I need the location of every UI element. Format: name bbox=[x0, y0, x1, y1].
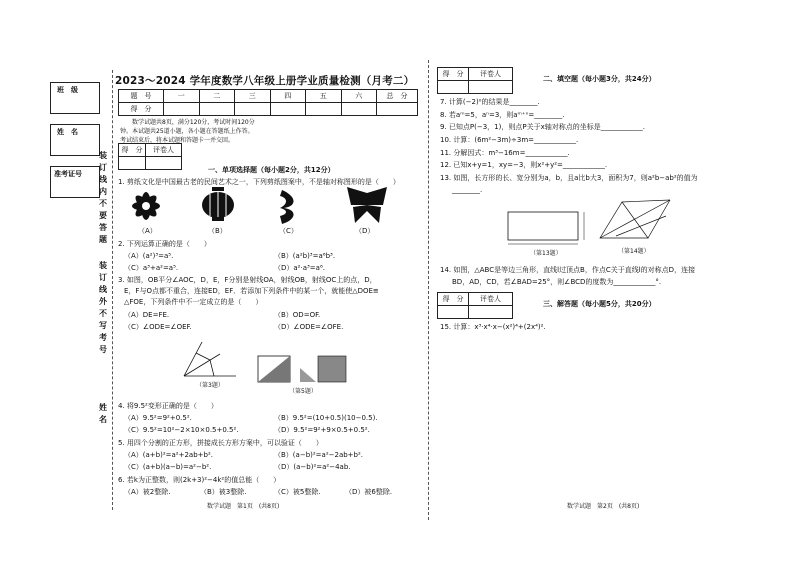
instructions-line-2: 钟。本试题共25道小题，各小题在答题纸上作答。 bbox=[120, 128, 254, 135]
grader-label: 评卷人 bbox=[146, 144, 182, 157]
question-10: 10. 计算：(6m²−3m)÷3m=____________. bbox=[440, 136, 579, 144]
q3-option-c[interactable]: （C）∠ODE=∠OEF. bbox=[124, 323, 192, 331]
q3-option-b[interactable]: （B）OD=OF. bbox=[274, 311, 321, 319]
q1-option-c[interactable]: （C） bbox=[279, 227, 298, 235]
score-table bbox=[118, 89, 418, 116]
score-cell: 题 号 bbox=[119, 90, 164, 103]
question-3-line-2: E，F与O点都不重合，连接ED，EF．若添加下列条件中的某一个，就能使△DOE≌ bbox=[124, 287, 379, 295]
score-cell: 得 分 bbox=[119, 103, 164, 116]
q6-option-c[interactable]: （C）被5整除. bbox=[274, 488, 321, 496]
page-divider bbox=[428, 60, 429, 520]
q5-option-b[interactable]: （B）(a−b)²=a²−2ab+b². bbox=[274, 451, 364, 459]
section-3-title: 三、解答题（每小题5分，共20分） bbox=[543, 300, 656, 308]
exam-number-label: 准考证号 bbox=[54, 170, 82, 178]
q1-option-d[interactable]: （D） bbox=[355, 227, 375, 235]
exam-number-field[interactable] bbox=[50, 166, 100, 198]
score-cell: 二 bbox=[199, 90, 235, 103]
score-input[interactable] bbox=[270, 103, 306, 116]
q4-option-d[interactable]: （D）9.5²=9²+9×0.5+0.5². bbox=[274, 426, 370, 434]
question-14-line-1: 14. 如图，△ABC是等边三角形，直线l过顶点B，作点C关于直线l的对称点D，连接 bbox=[440, 266, 696, 274]
paper-cut-fish-image bbox=[272, 186, 306, 226]
score-table-row bbox=[119, 103, 418, 116]
binding-name: 姓名 bbox=[99, 403, 107, 424]
question-3-line-1: 3. 如图，OB平分∠AOC，D，E，F分别是射线OA，射线OB，射线OC上的点，D， bbox=[118, 276, 377, 284]
grader-box-2 bbox=[437, 67, 513, 94]
q2-option-b[interactable]: （B）(a²b)³=a⁶b³. bbox=[274, 252, 336, 260]
score-cell: 四 bbox=[270, 90, 306, 103]
grader-box-1 bbox=[118, 143, 182, 170]
grader-label: 得 分 bbox=[119, 144, 146, 157]
score-input[interactable] bbox=[235, 103, 271, 116]
footer-page-1: 数学试题 第1页 (共8页) bbox=[207, 503, 280, 510]
question-1: 1. 剪纸文化是中国最古老的民间艺术之一，下列剪纸图案中，不是轴对称图形的是（ ） bbox=[118, 178, 400, 186]
question-2: 2. 下列运算正确的是（ ） bbox=[118, 240, 211, 248]
q4-option-b[interactable]: （B）9.5²=(10+0.5)(10−0.5). bbox=[274, 414, 378, 422]
grader-label: 得 分 bbox=[438, 68, 469, 81]
score-cell: 一 bbox=[164, 90, 200, 103]
question-13-line-2: ________. bbox=[452, 186, 483, 194]
name-field[interactable] bbox=[50, 124, 100, 156]
figure-14-triangle-diagram bbox=[596, 196, 676, 242]
q3-option-d[interactable]: （D）∠ODE=∠OFE. bbox=[274, 323, 344, 331]
question-12: 12. 已知x+y=1，xy=−3，则x²+y²=____________. bbox=[440, 161, 608, 169]
question-6: 6. 若k为正整数，则(2k+3)²−4k²的值总能（ ） bbox=[118, 476, 281, 484]
figure-14-caption: （第14题） bbox=[618, 248, 650, 255]
score-input[interactable] bbox=[377, 103, 418, 116]
figure-5-squares-diagram bbox=[256, 352, 352, 386]
score-input[interactable] bbox=[306, 103, 342, 116]
exam-title: 2023～2024 学年度数学八年级上册学业质量检测（月考二） bbox=[115, 75, 415, 87]
binding-line bbox=[112, 70, 113, 510]
question-14-line-2: BD，AD，CD，若∠BAD=25°，则∠BCD的度数为____________°. bbox=[452, 278, 662, 286]
q2-option-a[interactable]: （A）(a²)³=a⁵. bbox=[124, 252, 174, 260]
grader-input[interactable] bbox=[119, 157, 146, 170]
class-field[interactable] bbox=[50, 82, 100, 114]
q2-option-c[interactable]: （C）a³+a²=a⁵. bbox=[124, 264, 179, 272]
q5-option-a[interactable]: （A）(a+b)²=a²+2ab+b². bbox=[124, 451, 214, 459]
class-label: 班 级 bbox=[57, 86, 78, 94]
q6-option-d[interactable]: （D）被6整除. bbox=[345, 488, 393, 496]
paper-cut-lantern-image bbox=[198, 185, 238, 225]
figure-3-angle-diagram bbox=[180, 338, 240, 380]
footer-page-2: 数学试题 第2页 (共8页) bbox=[567, 503, 640, 510]
figure-13-caption: （第13题） bbox=[530, 250, 562, 257]
grader-input[interactable] bbox=[469, 306, 513, 319]
binding-margin bbox=[0, 0, 110, 561]
score-input[interactable] bbox=[164, 103, 200, 116]
q3-option-a[interactable]: （A）DE=FE. bbox=[124, 311, 170, 319]
score-input[interactable] bbox=[199, 103, 235, 116]
score-cell: 三 bbox=[235, 90, 271, 103]
q5-option-d[interactable]: （D）(a−b)²=a²−4ab. bbox=[274, 463, 351, 471]
score-cell: 五 bbox=[306, 90, 342, 103]
instructions-line-3: 考试结束后，将本试题和答题卡一并交回。 bbox=[120, 137, 235, 144]
score-input[interactable] bbox=[341, 103, 377, 116]
section-2-title: 二、填空题（每小题3分，共24分） bbox=[543, 75, 656, 83]
q6-option-a[interactable]: （A）被2整除. bbox=[124, 488, 171, 496]
q1-option-a[interactable]: （A） bbox=[138, 227, 157, 235]
q5-option-c[interactable]: （C）(a+b)(a−b)=a²−b². bbox=[124, 463, 212, 471]
grader-input[interactable] bbox=[438, 81, 469, 94]
score-cell: 总 分 bbox=[377, 90, 418, 103]
question-3-line-3: △FOE，下列条件中不一定成立的是（ ） bbox=[124, 298, 263, 306]
grader-label: 评卷人 bbox=[469, 293, 513, 306]
question-13-line-1: 13. 如图，长方形的长、宽分别为a，b，且a比b大3，面积为7，则a²b−ab²的值为 bbox=[440, 174, 698, 182]
q2-option-d[interactable]: （D）a²·a³=a⁶. bbox=[274, 264, 325, 272]
section-1-title: 一、单项选择题（每小题2分，共12分） bbox=[208, 166, 335, 174]
question-4: 4. 将9.5²变形正确的是（ ） bbox=[118, 402, 218, 410]
grader-input[interactable] bbox=[469, 81, 513, 94]
binding-text-2: 装订线外不写考号 bbox=[99, 261, 107, 354]
q6-option-b[interactable]: （B）被3整除. bbox=[200, 488, 247, 496]
instructions-line-1: 数学试题共8页，满分120分，考试时间120分 bbox=[132, 119, 255, 126]
score-table-header bbox=[119, 90, 418, 103]
q1-option-b[interactable]: （B） bbox=[208, 227, 227, 235]
question-7: 7. 计算(−2)⁰的结果是________. bbox=[440, 98, 540, 106]
paper-cut-flower-image bbox=[126, 188, 166, 224]
grader-label: 得 分 bbox=[438, 293, 469, 306]
question-11: 11. 分解因式：m³−16m=____________. bbox=[440, 149, 570, 157]
grader-box-3 bbox=[437, 292, 513, 319]
grader-input[interactable] bbox=[438, 306, 469, 319]
figure-5-caption: （第5题） bbox=[289, 388, 317, 395]
grader-input[interactable] bbox=[146, 157, 182, 170]
name-label: 姓 名 bbox=[57, 128, 78, 136]
grader-label: 评卷人 bbox=[469, 68, 513, 81]
q4-option-c[interactable]: （C）9.5²=10²−2×10×0.5+0.5². bbox=[124, 426, 239, 434]
score-cell: 六 bbox=[341, 90, 377, 103]
question-8: 8. 若aᵐ=5，aⁿ=3，则aᵐ⁺ⁿ=________. bbox=[440, 111, 565, 119]
paper-cut-butterfly-image bbox=[343, 185, 391, 225]
figure-3-caption: （第3题） bbox=[196, 382, 224, 389]
question-9: 9. 已知点P(−3，1)，则点P关于x轴对称点的坐标是____________. bbox=[440, 123, 645, 131]
binding-text: 装订线内不要答题 bbox=[99, 151, 107, 244]
question-15: 15. 计算：x³·x⁴·x−(x²)⁴+(2x⁴)². bbox=[440, 323, 546, 331]
figure-13-rectangle-diagram bbox=[506, 210, 590, 246]
question-5: 5. 用四个分割的正方形，拼接成长方形方案中，可以验证（ ） bbox=[118, 439, 323, 447]
q4-option-a[interactable]: （A）9.5²=9²+0.5². bbox=[124, 414, 192, 422]
